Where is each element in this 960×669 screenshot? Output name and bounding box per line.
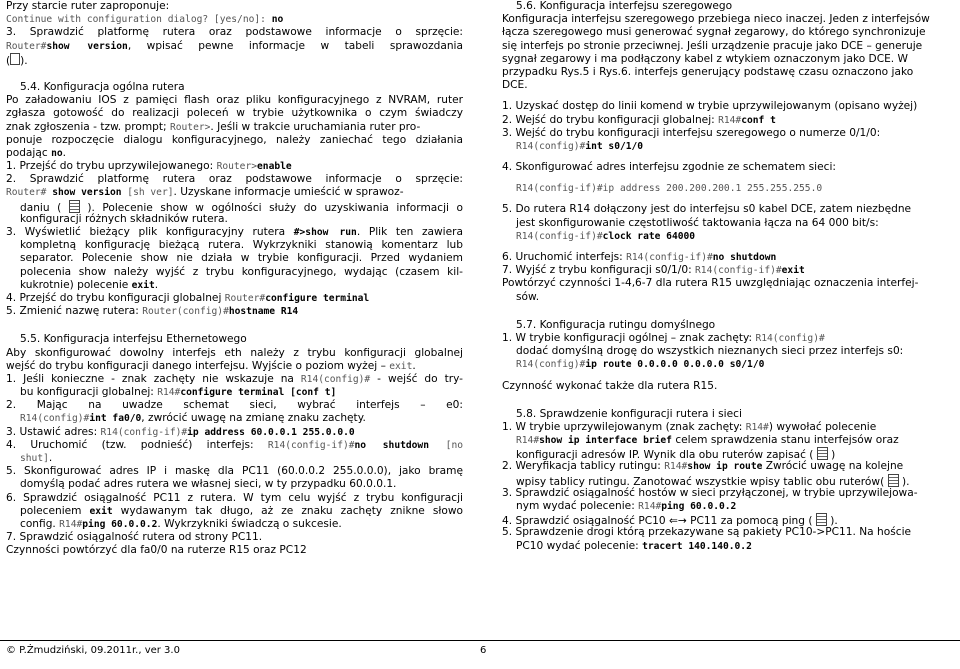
command-span: show version (46, 40, 128, 52)
text-span: podając (6, 146, 52, 159)
command-span: tracert 140.140.0.2 (642, 540, 752, 552)
command-span: [no (428, 439, 463, 451)
text-span: 5. Skonfigurować adres IP i maskę dla PC11 (60.0.0.2 255.0.0.0), jako bramę (6, 465, 463, 478)
text-span: 5.8. Sprawdzenie konfiguracji rutera i sieci (516, 407, 742, 420)
text-span: wpisy tablicy rutingu. Zanotować wszystkie wpisy tablic obu ruterów( (516, 475, 888, 487)
command-span: Router# (224, 292, 266, 304)
spacer (502, 174, 956, 182)
text-span: . (412, 359, 416, 372)
text-span: 2. Sprawdzić platformę rutera oraz podstawowe informacje o sprzęcie: (6, 173, 463, 186)
text-span: Przy starcie ruter zaproponuje: (6, 0, 170, 12)
command-span: Continue with configuration dialog? [yes/no]: (6, 14, 272, 26)
text-span: daniu ( (20, 201, 69, 213)
text-span: się interfejs po stronie przeciwnej. Jeśli urządzenie pracuje jako DCE – generuje (502, 39, 923, 52)
text-span: ). Polecenie show w ogólności służy do uzyskiwania informacji o (79, 201, 463, 213)
spacer (6, 318, 463, 333)
text-line (6, 226, 463, 239)
spacer (502, 243, 956, 251)
command-span: no (271, 14, 284, 26)
text-span: 7. Wyjść z trybu konfiguracji s0/1/0: (502, 264, 696, 277)
text-span: 5. Zmienić nazwę rutera: (6, 305, 143, 318)
text-span: → PC11 za pomocą ping ( (677, 515, 816, 527)
text-line (6, 173, 463, 186)
text-span: ) wywołać polecenie (768, 420, 877, 433)
text-line (6, 399, 463, 412)
text-span: DCE. (502, 79, 528, 92)
text-span: ponuje rozpoczęcie dialogu konfiguracyjnego, należy zaniechać tego działania (6, 133, 463, 146)
text-line (502, 332, 956, 345)
text-span: 2. Weryfikacja tablicy rutingu: (502, 460, 665, 473)
text-span: 5.7. Konfiguracja rutingu domyślnego (516, 318, 716, 331)
text-line (502, 540, 956, 553)
spacer (502, 393, 956, 408)
text-span: konfiguracji różnych składników rutera. (20, 212, 228, 225)
text-span: przypadku Rys.5 i Rys.6. interfejs generujący podstawę czasu oznaczono jako (502, 65, 914, 78)
text-line (502, 319, 956, 332)
text-span: polecenia show należy wyjść z trybu konfiguracyjnego, wydając (czasem kil- (20, 265, 463, 278)
text-line (502, 26, 956, 39)
text-line (502, 380, 956, 393)
text-span: kompletną konfigurację bieżącą rutera. Wykrzykniki stanowią komentarz lub (20, 239, 463, 252)
text-line (6, 81, 463, 94)
text-line (6, 347, 463, 360)
text-line (6, 160, 463, 173)
text-span: 4. Skonfigurować adres interfejsu zgodnie ze schematem sieci: (502, 161, 836, 174)
text-line (6, 439, 463, 452)
text-span: PC10 wydać polecenie: (516, 539, 643, 552)
command-span: R14(config-if)# (626, 252, 713, 263)
text-span: , zwrócić uwagę na zmianę znaku zachęty. (141, 412, 366, 425)
command-span: Router> (169, 121, 211, 133)
footer-divider (0, 640, 960, 641)
footer-author: © P.Żmudziński, 09.2011r., ver 3.0 (6, 645, 180, 656)
text-span: 4. Przejść do trybu konfiguracji globalnej (6, 291, 225, 304)
text-line (6, 478, 463, 491)
text-line (6, 213, 463, 226)
spacer (502, 153, 956, 161)
text-line (502, 408, 956, 421)
command-span: Router> (216, 161, 258, 173)
text-line (502, 447, 956, 460)
text-line (502, 474, 956, 487)
page-number: 6 (480, 645, 487, 656)
text-line (6, 518, 463, 531)
command-span: #>show run (293, 227, 357, 238)
text-line (6, 492, 463, 505)
text-span: 3. Wejść do trybu konfiguracji interfejsu szeregowego o numerze 0/1/0: (502, 126, 881, 139)
text-line (6, 13, 463, 26)
text-line (6, 107, 463, 120)
command-span: R14# (516, 435, 540, 447)
text-span: ). (20, 54, 28, 66)
command-span: configure terminal (265, 292, 370, 304)
command-span: clock rate 64000 (602, 230, 696, 242)
document-icon (69, 200, 80, 213)
text-line (502, 161, 956, 174)
text-line (502, 460, 956, 473)
text-span: poleceniem (20, 504, 90, 517)
text-span: ( (6, 54, 11, 66)
text-span: 1. W trybie konfiguracji ogólnej – znak zachęty: (502, 331, 756, 344)
text-span: Aby skonfigurować dowolny interfejs eth należy z trybu konfiguracji globalnej (6, 346, 463, 359)
text-line (502, 140, 956, 153)
text-span: 4. Sprawdzić osiągalność PC10 (502, 515, 669, 527)
text-line (6, 0, 463, 13)
text-line (6, 360, 463, 373)
command-span: ping 60.0.0.2 (661, 501, 737, 512)
text-span: . Uzyskane informacje umieścić w sprawoz- (173, 186, 404, 199)
text-span: nym wydać polecenie: (516, 500, 639, 512)
command-span: R14(config)# (516, 140, 586, 152)
text-line (6, 26, 463, 39)
command-span: R14(config-if)# (267, 439, 355, 451)
text-line (6, 252, 463, 265)
text-span: 2. Mając na uwadze schemat sieci, wybrać interfejs – e0: (6, 399, 463, 412)
text-line (502, 526, 956, 539)
spacer (502, 92, 956, 100)
command-span: int s0/1/0 (585, 140, 644, 152)
text-line (6, 147, 463, 160)
text-line (6, 333, 463, 346)
document-icon (817, 447, 828, 460)
text-line (6, 426, 463, 439)
text-line (502, 277, 956, 290)
command-span: show version (52, 187, 122, 199)
text-span: ). (826, 515, 838, 527)
text-span: . Wykrzykniki świadczą o sukcesie. (157, 517, 342, 530)
text-line (502, 79, 956, 92)
text-span: Czynność wykonać także dla rutera R15. (502, 379, 718, 392)
command-span: R14# (157, 387, 181, 399)
command-span: exit (389, 360, 413, 372)
text-span: 1. Uzyskać dostęp do linii komend w trybie uprzywilejowanym (opisano wyżej) (502, 100, 918, 113)
command-span: int fa0/0 (89, 413, 142, 425)
text-line (502, 114, 956, 127)
text-span: ). (898, 475, 910, 487)
document-icon (888, 474, 899, 487)
text-span: 6. Sprawdzić osiągalność PC11 z rutera. W tym celu wyjść z trybu konfiguracji (6, 491, 463, 504)
text-line (6, 292, 463, 305)
command-span: no shutdown (712, 252, 777, 263)
command-span: exit (781, 265, 805, 277)
text-line (502, 487, 956, 500)
command-span: R14(config-if)# (516, 230, 603, 242)
command-span: shut] (20, 453, 49, 464)
checkbox-icon (10, 53, 20, 65)
right-column (502, 0, 956, 553)
spacer (6, 66, 463, 81)
spacer (502, 372, 956, 380)
text-span: , wpisać pewne informacje w tabeli sprawozdania (127, 39, 463, 52)
text-line (502, 434, 956, 447)
text-line (502, 217, 956, 230)
text-line (6, 53, 463, 66)
text-line (502, 40, 956, 53)
command-span: R14(config-if)#ip address 200.200.200.1 255.255.255.0 (516, 183, 823, 195)
text-span: separator. Polecenie show nie działa w trybie konfiguracji. Przed wydaniem (20, 252, 463, 265)
text-line (502, 251, 956, 264)
command-span: hostname R14 (228, 306, 299, 318)
text-line (6, 200, 463, 213)
text-span: dodać domyślną drogę do wszystkich nieznanych sieci przez interfejs s0: (516, 345, 904, 358)
text-line (502, 500, 956, 513)
text-line (502, 100, 956, 113)
text-span: . (48, 452, 53, 464)
text-line (6, 465, 463, 478)
text-line (502, 421, 956, 434)
text-line (6, 239, 463, 252)
text-line (6, 186, 463, 199)
text-span: config. (20, 517, 60, 530)
text-line (6, 373, 463, 386)
command-span: enable (257, 161, 292, 173)
text-line (502, 230, 956, 243)
text-span: 5. Do rutera R14 dołączony jest do interfejsu s0 kabel DCE, zatem niezbędne (502, 203, 912, 216)
text-span: 7. Sprawdzić osiągalność rutera od strony PC11. (6, 531, 263, 544)
text-span: 3. Ustawić adres: (6, 425, 101, 438)
text-span: . Jeśli w trakcie uruchamiania ruter pro- (210, 120, 421, 133)
text-span: 3. Sprawdzić osiągalność hostów w sieci przyłączonej, w trybie uprzywilejowa- (502, 486, 918, 499)
text-line (502, 13, 956, 26)
text-span: 6. Uruchomić interfejs: (502, 251, 627, 263)
text-line (6, 386, 463, 399)
text-span: 3. Wyświetlić bieżący plik konfiguracyjny rutera (6, 226, 294, 238)
text-span: znak zgłoszenia - tzw. prompt; (6, 120, 170, 133)
text-span: Po załadowaniu IOS z pamięci flash oraz pliku konfiguracyjnego z NVRAM, ruter (6, 94, 463, 107)
command-span: R14(config)# (20, 413, 90, 425)
text-line (6, 531, 463, 544)
command-span: R14# (718, 114, 742, 126)
text-span: Konfiguracja interfejsu szeregowego przebiega nieco inaczej. Jeden z interfejsów (502, 13, 930, 26)
command-span: Router# (6, 187, 53, 199)
command-span: show ip interface brief (539, 435, 672, 447)
text-span: bu konfiguracji globalnej: (20, 386, 158, 399)
text-span: zgłasza gotowość do realizacji poleceń w trybie użytkownika o czym świadczy (6, 107, 463, 120)
command-span: R14# (745, 421, 769, 433)
text-span: . (62, 146, 66, 159)
command-span: R14(config)# (300, 373, 371, 385)
text-line (502, 264, 956, 277)
command-span: show ip route (687, 461, 763, 473)
command-span: R14(config-if)# (100, 426, 188, 438)
command-span: [sh ver] (121, 187, 174, 199)
text-span: . (154, 278, 159, 291)
text-span: 1. Jeśli konieczne - znak zachęty nie wskazuje na (6, 372, 301, 385)
text-line (502, 203, 956, 216)
text-span: jest skonfigurowanie częstotliwość taktowania łącza na 64 000 bit/s: (516, 216, 879, 229)
command-span: ip route 0.0.0.0 0.0.0.0 s0/1/0 (585, 359, 765, 371)
text-line (6, 505, 463, 518)
text-line (6, 544, 463, 557)
text-line (502, 291, 956, 304)
spacer (502, 304, 956, 319)
command-span: R14# (664, 461, 688, 473)
text-span: ) (827, 449, 836, 461)
text-span: kukrotnie) polecenie (20, 278, 132, 291)
text-span: wejść do trybu konfiguracji danego interfejsu. Wyjście o poziom wyżej – (6, 359, 390, 372)
text-line (6, 412, 463, 425)
text-span: 5.5. Konfiguracja interfejsu Ethernetowego (20, 333, 247, 346)
command-span: R14(config-if)# (695, 265, 782, 277)
text-line (502, 127, 956, 140)
text-line (6, 452, 463, 465)
text-span: łącza szeregowego musi generować sygnał zegarowy, do którego synchronizuje (502, 26, 926, 39)
command-span: R14(config)# (516, 359, 586, 371)
text-span: 4. Uruchomić (tzw. podnieść) interfejs: (6, 438, 268, 451)
text-span: Powtórzyć czynności 1-4,6-7 dla rutera R15 uwzględniając oznaczenia interfej- (502, 277, 919, 290)
text-line (502, 66, 956, 79)
text-span: sygnał zegarowy i ma podłączony kabel z wtykiem oznaczonym jako DCE. W (502, 52, 909, 65)
text-span: 1. Przejść do trybu uprzywilejowanego: (6, 160, 217, 173)
command-span: ping 60.0.0.2 (82, 518, 158, 530)
text-span: domyślą podać adres rutera we własnej sieci, w ty przypadku 60.0.0.1. (20, 478, 397, 491)
text-line (6, 40, 463, 53)
text-line (502, 345, 956, 358)
text-line (502, 53, 956, 66)
text-line (502, 0, 956, 13)
text-line (502, 182, 956, 195)
text-line (6, 121, 463, 134)
text-span: sów. (516, 290, 540, 303)
command-span: conf t (741, 114, 776, 126)
document-icon (816, 513, 827, 526)
text-span: 1. W trybie uprzywilejowanym (znak zachęty: (502, 420, 746, 433)
command-span: no shutdown (354, 439, 429, 451)
text-span: 5.6. Konfiguracja interfejsu szeregowego (516, 0, 733, 12)
command-span: configure terminal [conf t] (180, 387, 337, 399)
text-span: 3. Sprawdzić platformę rutera oraz podstawowe informacje o sprzęcie: (6, 26, 463, 39)
text-span: 5. Sprawdzenie drogi którą przekazywane są pakiety PC10->PC11. Na hoście (502, 526, 912, 539)
text-span: 2. Wejść do trybu konfiguracji globalnej: (502, 113, 719, 126)
command-span: ip address 60.0.0.1 255.0.0.0 (187, 426, 355, 438)
spacer (502, 195, 956, 203)
text-line (502, 358, 956, 371)
text-line (502, 513, 956, 526)
text-line (6, 305, 463, 318)
text-span: ⇐ (669, 515, 678, 527)
command-span: R14# (59, 518, 83, 530)
text-span: 5.4. Konfiguracja ogólna rutera (20, 80, 185, 93)
text-span: celem sprawdzenia stanu interfejsów oraz (671, 434, 899, 447)
text-line (6, 134, 463, 147)
text-span: . Plik ten zawiera (356, 226, 463, 238)
text-span: konfiguracji adresów IP. Wynik dla obu ruterów zapisać ( (516, 449, 817, 461)
text-span: - wejść do try- (370, 372, 463, 385)
command-span: exit (131, 279, 155, 291)
text-line (6, 94, 463, 107)
command-span: R14(config)# (755, 332, 825, 344)
text-span: Czynności powtórzyć dla fa0/0 na ruterze R15 oraz PC12 (6, 544, 307, 557)
command-span: Router# (6, 40, 47, 52)
text-span: wydawanym tak długo, aż ze znaku zachęty znikne słowo (112, 504, 463, 517)
command-span: R14# (638, 501, 662, 512)
command-span: no (51, 147, 63, 159)
text-line (6, 266, 463, 279)
command-span: exit (89, 505, 113, 517)
text-line (6, 279, 463, 292)
text-span: Zwrócić uwagę na kolejne (762, 460, 904, 473)
command-span: Router(config)# (142, 306, 229, 318)
left-column (6, 0, 463, 558)
